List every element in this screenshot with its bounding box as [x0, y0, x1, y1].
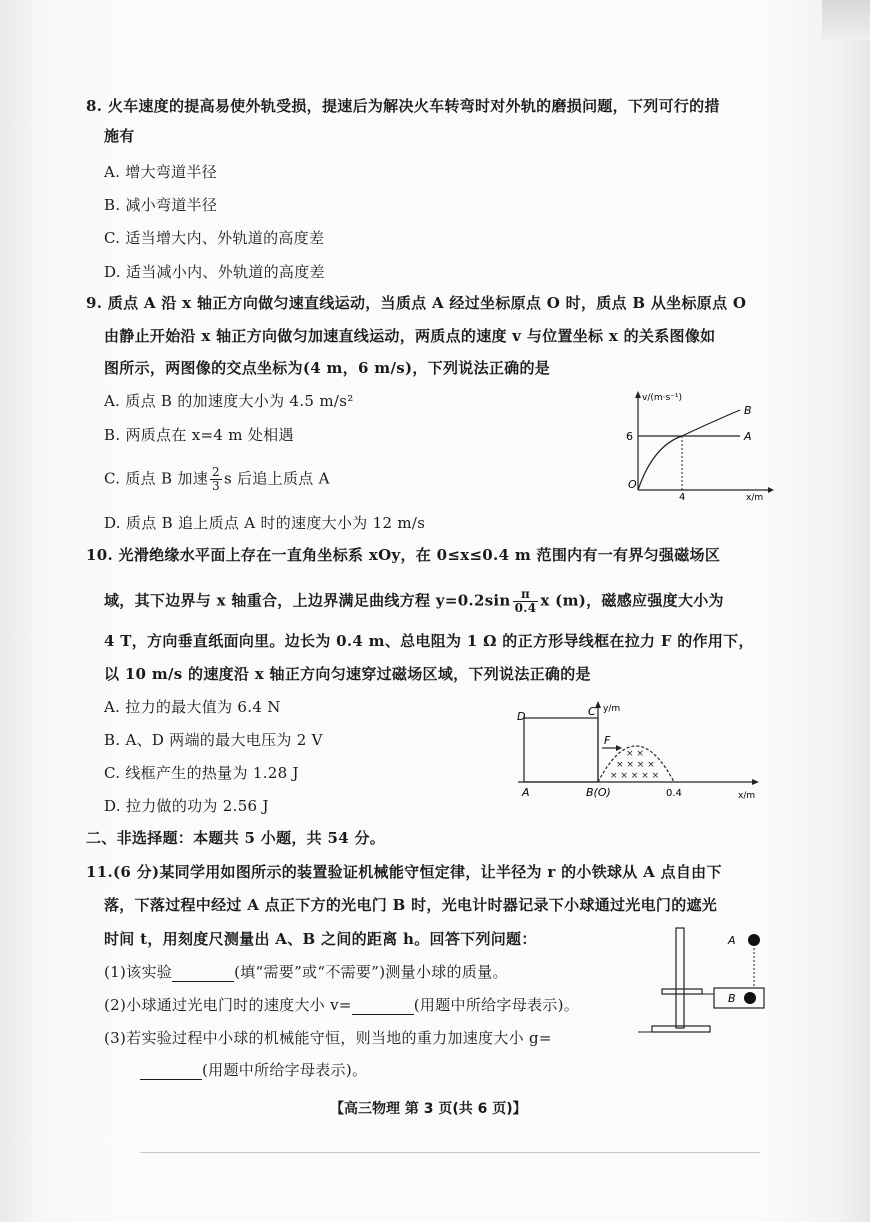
- q11-sub1: [104, 962, 508, 982]
- q11-clamp: [662, 989, 702, 994]
- q11-sub3-line2: [140, 1060, 367, 1080]
- q10-label-d: D: [517, 710, 526, 723]
- q11-sub2-post: (用题中所给字母表示)。: [413, 996, 580, 1014]
- q11-ball-b: [744, 992, 756, 1004]
- q11-label-b: B: [728, 992, 736, 1005]
- q9-option-c: [104, 466, 330, 493]
- q8-option-d: D. 适当减小内、外轨道的高度差: [104, 263, 325, 281]
- q9-option-c-post: s 后追上质点 A: [223, 469, 330, 488]
- q10-stem-line4: 以 10 m/s 的速度沿 x 轴正方向匀速穿过磁场区域，下列说法正确的是: [104, 665, 591, 683]
- q11-sub1-blank[interactable]: [172, 965, 234, 982]
- section2-heading: 二、非选择题：本题共 5 小题，共 54 分。: [86, 829, 386, 847]
- q11-stem-line2: 落，下落过程中经过 A 点正下方的光电门 B 时，光电计时器记录下小球通过光电门的遮光: [104, 896, 718, 914]
- q9-x-arrow: [768, 487, 774, 493]
- q10-y-label: y/m: [603, 704, 621, 714]
- q10-stem-line3: 4 T，方向垂直纸面向里。边长为 0.4 m、总电阻为 1 Ω 的正方形导线框在拉力 F 的作用下，: [104, 632, 754, 650]
- q8-option-c: C. 适当增大内、外轨道的高度差: [104, 229, 325, 247]
- q11-sub1-pre: (1)该实验: [104, 963, 173, 981]
- q8-stem-line2: 施有: [104, 127, 135, 145]
- q10-option-d: D. 拉力做的功为 2.56 J: [104, 797, 269, 815]
- q9-xlabel: x/m: [746, 493, 764, 502]
- q10-field-figure: [512, 700, 772, 802]
- q10-xtick: 0.4: [666, 788, 682, 799]
- q11-sub1-post: (填“需要”或“不需要”)测量小球的质量。: [234, 963, 508, 981]
- page-edge-shadow: [822, 0, 870, 40]
- q9-origin: O: [628, 478, 637, 491]
- svg-text:× × × ×: × × × ×: [616, 760, 655, 770]
- q9-stem-line3: 图所示，两图像的交点坐标为(4 m，6 m/s)，下列说法正确的是: [104, 359, 551, 377]
- q11-apparatus-figure: [618, 922, 768, 1040]
- q10-label-f: F: [604, 734, 611, 747]
- svg-text:× × × × ×: × × × × ×: [610, 771, 660, 781]
- q10-stem-line2: [104, 588, 724, 615]
- q11-photogate: [714, 988, 764, 1008]
- q9-option-a: A. 质点 B 的加速度大小为 4.5 m/s²: [104, 392, 354, 410]
- q10-label-c: C: [588, 705, 596, 718]
- q9-curve-b: [638, 410, 740, 490]
- q10-square-frame: [524, 718, 598, 782]
- q11-stand-base: [652, 1026, 710, 1032]
- q9-stem-line2: 由静止开始沿 x 轴正方向做匀加速直线运动，两质点的速度 v 与位置坐标 x 的关系图像如: [104, 327, 716, 345]
- q11-ball-a: [748, 934, 760, 946]
- q11-sub2-pre: (2)小球通过光电门时的速度大小 v=: [104, 996, 352, 1014]
- q9-fraction: [210, 466, 222, 493]
- q10-y-arrow: [595, 701, 601, 708]
- q10-label-bo: B(O): [586, 786, 611, 799]
- q9-label-b: B: [744, 404, 752, 417]
- q10-fraction-den: 0.4: [514, 601, 537, 615]
- q9-fraction-den: 3: [212, 479, 220, 493]
- q11-stem-line3: 时间 t，用刻度尺测量出 A、B 之间的距离 h。回答下列问题：: [104, 930, 537, 948]
- page-footer: 【高三物理 第 3 页(共 6 页)】: [330, 1101, 527, 1117]
- q9-option-c-pre: C. 质点 B 加速: [104, 469, 209, 488]
- q10-fraction: [513, 588, 539, 615]
- q9-ytick: 6: [626, 430, 633, 443]
- q9-vx-graph: [618, 388, 778, 502]
- q11-sub3-blank[interactable]: [140, 1063, 202, 1080]
- q11-label-a: A: [728, 934, 736, 947]
- q10-field-crosses: [610, 749, 659, 781]
- q10-option-a: A. 拉力的最大值为 6.4 N: [104, 698, 281, 716]
- q8-stem-line1: 8. 火车速度的提高易使外轨受损，提速后为解决火车转弯时对外轨的磨损问题，下列可行的措: [86, 97, 720, 115]
- q9-label-a: A: [744, 430, 752, 443]
- q10-stem-line1: 10. 光滑绝缘水平面上存在一直角坐标系 xOy，在 0≤x≤0.4 m 范围内有一有界匀强磁场区: [86, 546, 721, 564]
- q9-stem-line1: 9. 质点 A 沿 x 轴正方向做匀速直线运动，当质点 A 经过坐标原点 O 时，质点 B 从坐标原点 O: [86, 294, 747, 312]
- q9-xtick: 4: [679, 492, 686, 502]
- q10-option-c: C. 线框产生的热量为 1.28 J: [104, 764, 299, 782]
- q11-sub3-post: (用题中所给字母表示)。: [202, 1061, 368, 1079]
- q9-option-d: D. 质点 B 追上质点 A 时的速度大小为 12 m/s: [104, 514, 426, 532]
- svg-text:× ×: × ×: [626, 749, 644, 759]
- q10-x-arrow: [752, 779, 759, 785]
- q11-sub2-blank[interactable]: [352, 998, 414, 1015]
- q11-sub2: [104, 995, 579, 1015]
- q10-x-label: x/m: [738, 791, 756, 801]
- q9-ylabel: v/(m·s⁻¹): [642, 393, 683, 403]
- q11-stand-pole: [676, 928, 684, 1028]
- q9-option-b: B. 两质点在 x=4 m 处相遇: [104, 426, 294, 444]
- q8-option-b: B. 减小弯道半径: [104, 196, 218, 214]
- q11-sub3: (3)若实验过程中小球的机械能守恒，则当地的重力加速度大小 g=: [104, 1029, 552, 1047]
- bottom-rule: [140, 1152, 760, 1153]
- q11-stem-line1: 11.(6 分)某同学用如图所示的装置验证机械能守恒定律，让半径为 r 的小铁球从 A 点自由下: [86, 863, 722, 881]
- q10-fraction-num: π: [513, 588, 539, 602]
- q8-option-a: A. 增大弯道半径: [104, 163, 218, 181]
- q9-fraction-num: 2: [212, 465, 220, 479]
- q10-stem-line2-post: x (m)，磁感应强度大小为: [540, 591, 724, 610]
- q10-stem-line2-pre: 域，其下边界与 x 轴重合，上边界满足曲线方程 y=0.2sin: [104, 591, 511, 610]
- q10-force-arrowhead: [616, 745, 622, 751]
- q10-label-a: A: [522, 786, 530, 799]
- q10-option-b: B. A、D 两端的最大电压为 2 V: [104, 731, 323, 749]
- q9-y-arrow: [635, 391, 641, 398]
